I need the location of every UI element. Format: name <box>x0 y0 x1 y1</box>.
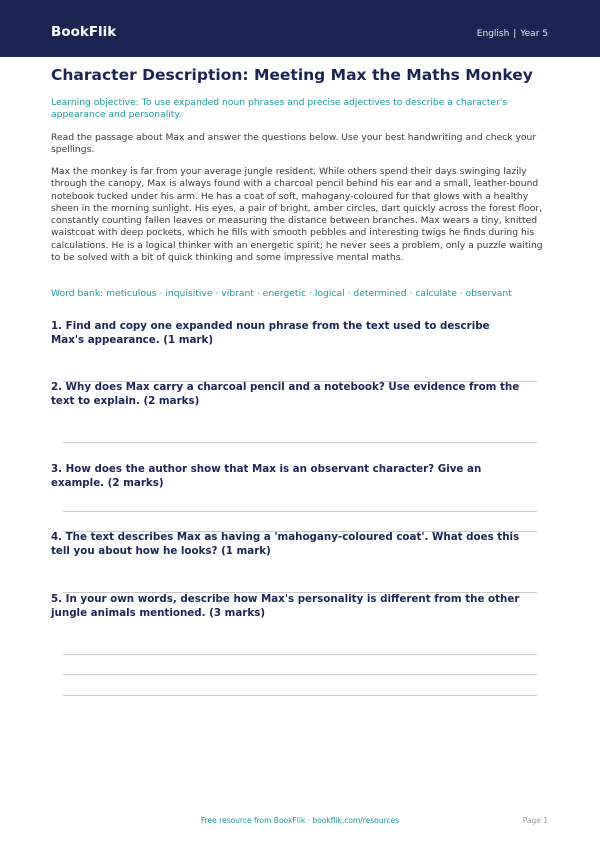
question-5: 5. In your own words, describe how Max's personality is different from the other jungle animals mentioned. (3 marks) <box>51 593 520 619</box>
site-header <box>0 0 600 57</box>
answer-line-q5-1[interactable] <box>63 654 537 655</box>
year-label: Year 5 <box>520 29 548 39</box>
reading-passage: Max the monkey is far from your average jungle resident. While others spend their days swinging lazily through the canopy, Max is always found with a charcoal pencil behind his ear and a small, leather-bound notebook tucked under his arm. He has a coat of soft, mahogany-coloured fur that glows with a healthy sheen in the morning sunlight. His eyes, a pair of bright, amber circles, dart quickly across the forest floor, constantly counting fallen leaves or measuring the distance between branches. Max wears a tiny, knitted waistcoat with deep pockets, which he fills with smooth pebbles and interesting twigs he finds during his calculations. He is a logical thinker with an energetic spirit; he never sees a problem, only a puzzle waiting to be solved with a bit of quick thinking and some impressive mental maths. <box>51 166 543 264</box>
instructions-text: Read the passage about Max and answer the questions below. Use your best handwriting and check your spellings. <box>51 132 537 156</box>
question-3: 3. How does the author show that Max is an observant character? Give an example. (2 marks) <box>51 463 482 489</box>
answer-line-q2[interactable] <box>63 442 537 443</box>
question-1: 1. Find and copy one expanded noun phrase from the text used to describe Max's appearance. (1 mark) <box>51 320 490 346</box>
learning-objective: Learning objective: To use expanded noun phrases and precise adjectives to describe a character's appearance and personality. <box>51 97 508 121</box>
worksheet-title: Character Description: Meeting Max the Maths Monkey <box>51 66 533 84</box>
page-number: Page 1 <box>522 816 548 825</box>
answer-line-q5-3[interactable] <box>63 695 537 696</box>
answer-line-q3[interactable] <box>63 511 537 512</box>
brand-logo[interactable]: BookFlik <box>51 24 117 40</box>
meta-separator: | <box>513 29 517 39</box>
answer-line-q5-2[interactable] <box>63 674 537 675</box>
subject-year-meta <box>477 28 548 40</box>
footer-credit[interactable]: Free resource from BookFlik · bookflik.com/resources <box>200 816 400 825</box>
question-2: 2. Why does Max carry a charcoal pencil and a notebook? Use evidence from the text to explain. (2 marks) <box>51 381 520 407</box>
subject-label: English <box>476 29 510 39</box>
question-4: 4. The text describes Max as having a 'mahogany-coloured coat'. What does this tell you about how he looks? (1 mark) <box>51 531 520 557</box>
word-bank: Word bank: meticulous · inquisitive · vibrant · energetic · logical · determined · calculate · observant <box>51 288 512 299</box>
